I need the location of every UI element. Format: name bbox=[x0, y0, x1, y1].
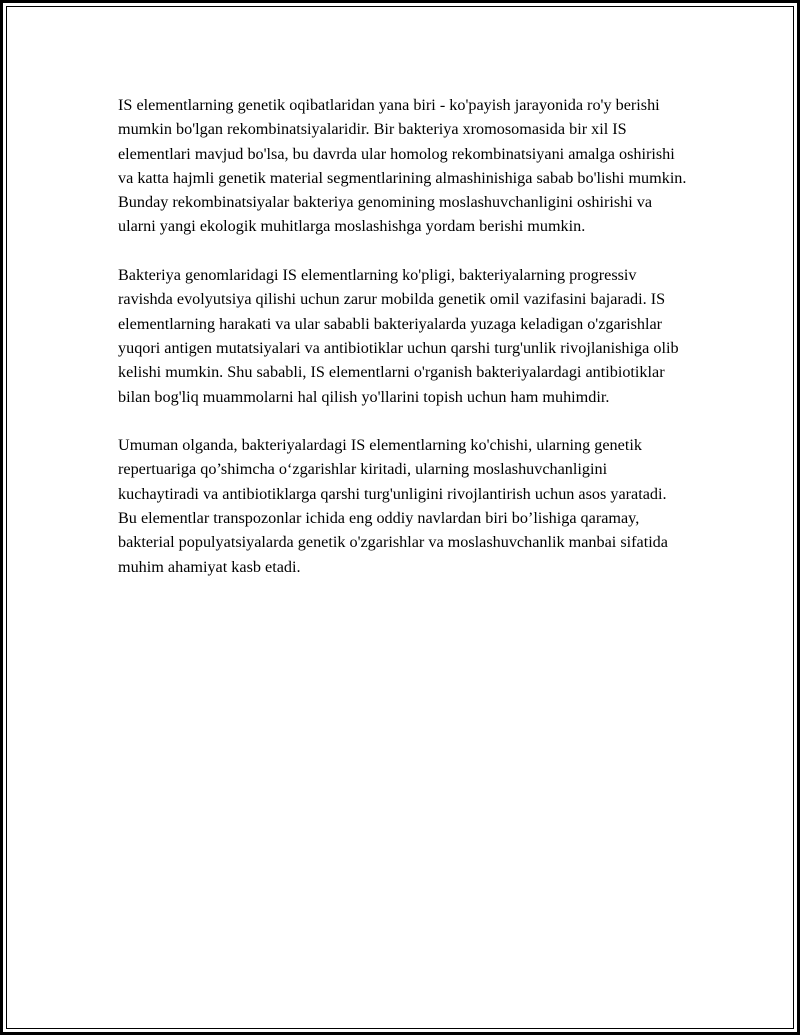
document-body bbox=[118, 93, 688, 603]
paragraph-2: Bakteriya genomlaridagi IS elementlarning ko'pligi, bakteriyalarning progressiv ravishda evolyutsiya qilishi uchun zarur mobilda genetik omil vazifasini bajaradi. IS elementlarning harakati va ular sababli bakteriyalarda yuzaga keladigan o'zgarishlar yuqori antigen mutatsiyalari va antibiotiklar uchun qarshi turg'unlik rivojlanishiga olib kelishi mumkin. Shu sababli, IS elementlarni o'rganish bakteriyalardagi antibiotiklar bilan bog'liq muammolarni hal qilish yo'llarini topish uchun ham muhimdir. bbox=[118, 266, 679, 406]
paragraph-3: Umuman olganda, bakteriyalardagi IS elementlarning ko'chishi, ularning genetik repertuariga qo’shimcha o‘zgarishlar kiritadi, ularning moslashuvchanligini kuchaytiradi va antibiotiklarga qarshi turg'unligini rivojlantirish uchun asos yaratadi. Bu elementlar transpozonlar ichida eng oddiy navlardan biri bo’lishiga qaramay, bakterial populyatsiyalarda genetik o'zgarishlar va moslashuvchanlik manbai sifatida muhim ahamiyat kasb etadi. bbox=[118, 436, 668, 576]
paragraph-1: IS elementlarning genetik oqibatlaridan yana biri - ko'payish jarayonida ro'y berishi mumkin bo'lgan rekombinatsiyalaridir. Bir bakteriya xromosomasida bir xil IS elementlari mavjud bo'lsa, bu davrda ular homolog rekombinatsiyani amalga oshirishi va katta hajmli genetik material segmentlarining almashinishiga sabab bo'lishi mumkin. Bunday rekombinatsiyalar bakteriya genomining moslashuvchanligini oshirishi va ularni yangi ekologik muhitlarga moslashishga yordam berishi mumkin. bbox=[118, 96, 687, 236]
